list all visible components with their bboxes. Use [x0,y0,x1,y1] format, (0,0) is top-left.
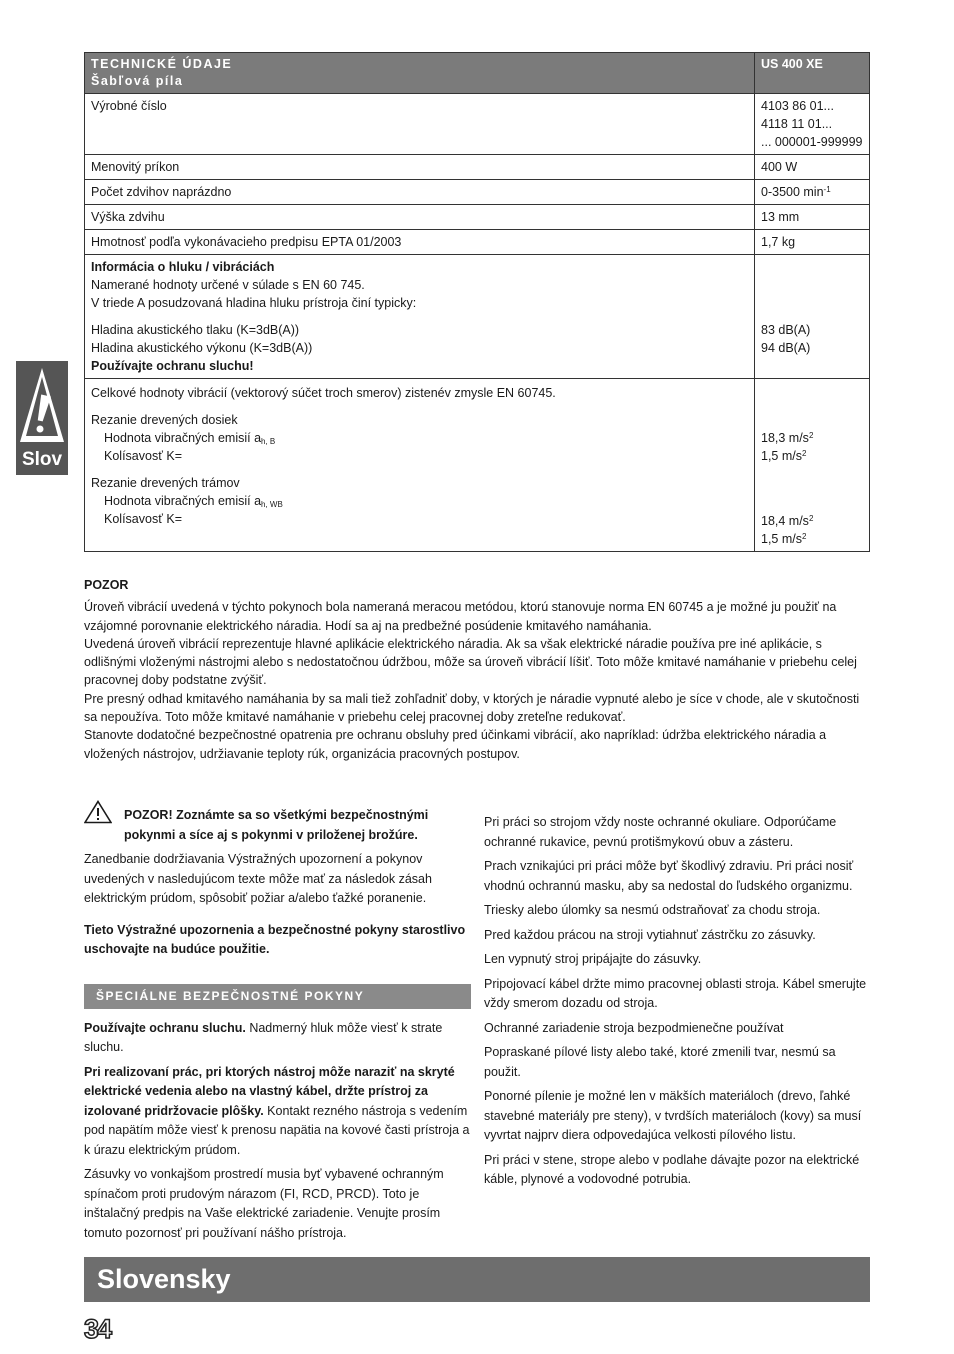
row-value-exponent: -1 [823,185,831,194]
beams-uncertainty-label: Kolísavosť K= [104,512,182,526]
noise-line: V triede A posudzovaná hladina hluku prístroja činí typicky: [91,296,417,310]
boards-uncertainty-value: 1,5 m/s [761,449,802,463]
table-header-row [85,53,870,94]
row-value: 0-3500 min [761,185,824,199]
safety-paragraph: Popraskané pílové listy alebo také, ktoré zmenili tvar, nesmú sa použit. [484,1045,836,1079]
pozor-heading: POZOR [84,578,129,592]
section-title-bar: ŠPECIÁLNE BEZPEČNOSTNÉ POKYNY [84,984,471,1009]
safety-paragraph: Pri práci so strojom vždy noste ochranné okuliare. Odporúčame ochranné rukavice, pevnú protišmykovú obuv a zásteru. [484,815,837,849]
table-subtitle: Šabľová píla [91,74,184,88]
row-label: Výrobné číslo [85,94,755,155]
row-value: 400 W [755,155,870,180]
noise-power-value: 94 dB(A) [761,341,811,355]
warning-heading: POZOR! Zoznámte sa so všetkými bezpečnostnými pokynmi a síce aj s pokynmi v priloženej brožúre. [124,808,429,842]
beams-title: Rezanie drevených trámov [91,476,240,490]
boards-emission-value: 18,3 m/s [761,431,809,445]
row-value: 13 mm [755,205,870,230]
table-row [85,180,870,205]
boards-emission-subscript: h, B [261,437,276,446]
unit-exponent: 2 [808,514,814,523]
noise-line: Namerané hodnoty určené v súlade s EN 60 745. [91,278,365,292]
safety-paragraph: Pripojovací kábel držte mimo pracovnej oblasti stroja. Kábel smerujte vždy smerom dozadu od stroja. [484,976,867,1010]
language-side-tab [16,361,68,475]
beams-uncertainty-value: 1,5 m/s [761,532,802,546]
beams-emission-value: 18,4 m/s [761,514,809,528]
boards-title: Rezanie drevených dosiek [91,413,238,427]
safety-paragraph: Ochranné zariadenie stroja bezpodmienečne používat [484,1020,784,1035]
pozor-paragraph: Pre presný odhad kmitavého namáhania by sa mali tiež zohľadniť doby, v ktorých je náradie vypnuté alebo je síce v chode, ale v skutočnosti sa nepoužíva. Toto môže kmitavé namáhanie v priebehu celej pracovnej doby zreteľne redukovať. [84,691,860,725]
vibration-row [85,379,870,552]
table-title: TECHNICKÉ ÚDAJE [91,57,233,71]
safety-text: Kontakt rezného nástroja s vedením pod napätím môže viesť k prenosu napätia na kovové časti prístroja a k úrazu elektrickým prúdom. [84,1103,470,1157]
table-row [85,94,870,155]
language-footer-bar: Slovensky [84,1257,870,1302]
safety-left-column [84,806,471,1248]
table-row [85,205,870,230]
boards-emission-label: Hodnota vibračných emisií a [104,431,262,445]
beams-emission-label: Hodnota vibračných emisií a [104,494,262,508]
vibration-intro: Celkové hodnoty vibrácií (vektorový súčet troch smerov) zistenév zmysle EN 60745. [91,386,556,400]
warning-triangle-icon [18,365,66,445]
safety-paragraph: Prach vznikajúci pri práci môže byť škodlivý zdraviu. Pri práci nosiť vhodnú ochrannú masku, aby sa nedostal do ľudského organizmu. [484,859,854,893]
boards-uncertainty-label: Kolísavosť K= [104,449,182,463]
safety-paragraph: Zásuvky vo vonkajšom prostredí musia byť vybavené ochranným spínačom proti prudovým nárazom (FI, RCD, PRCD). Toto je inštalačný predpis na Vaše elektrické zariadenie. Venujte prosím tomuto pozornosť pri používaní nášho prístroja. [84,1167,444,1240]
noise-title: Informácia o hluku / vibráciách [91,260,275,274]
unit-exponent: 2 [802,532,807,541]
vibration-note-section [84,576,874,763]
safety-paragraph: Pri práci v stene, strope alebo v podlahe dávajte pozor na elektrické káble, plynové a vodovodné potrubia. [484,1152,860,1186]
warning-icon [84,800,112,824]
row-label: Výška zdvihu [85,205,755,230]
table-model: US 400 XE [755,53,870,94]
page-number: 34 [84,1314,111,1344]
safety-lead: Používajte ochranu sluchu. [84,1020,246,1035]
row-value: 4103 86 01... [761,99,834,113]
noise-pressure-label: Hladina akustického tlaku (K=3dB(A)) [91,323,300,337]
row-label: Počet zdvihov naprázdno [85,180,755,205]
row-label: Menovitý príkon [85,155,755,180]
safety-paragraph: Len vypnutý stroj pripájajte do zásuvky. [484,952,702,966]
unit-exponent: 2 [802,449,807,458]
row-value: ... 000001-999999 [761,135,863,149]
safety-right-column [484,813,872,1195]
pozor-paragraph: Úroveň vibrácií uvedená v týchto pokynoch bola nameraná meracou metódou, ktorú stanovuje norma EN 60745 a je možné ju použiť na vzájomné porovnanie elektrického náradia. Hodí sa aj na predbežné posúdenie kmitavého namáhania. [84,600,837,633]
row-value: 1,7 kg [755,230,870,255]
safety-paragraph: Triesky alebo úlomky sa nesmú odstraňovať za chodu stroja. [484,903,821,917]
safety-lead: Pri realizovaní prác, pri ktorých nástroj môže naraziť na skryté elektrické vedenia alebo na vlastný kábel, držte prístroj za izolované pridržovacie plôšky. [84,1064,455,1118]
noise-row [85,255,870,379]
keep-instructions-note: Tieto Výstražné upozornenia a bezpečnostné pokyny starostlivo uschovajte na budúce použitie. [84,922,466,956]
unit-exponent: 2 [808,431,814,440]
table-row [85,230,870,255]
table-row [85,155,870,180]
hearing-protection-note: Používajte ochranu sluchu! [91,359,254,373]
safety-paragraph: Pred každou prácou na stroji vytiahnuť zástrčku zo zásuvky. [484,927,816,942]
side-tab-label: Slov [21,449,63,470]
warning-paragraph: Zanedbanie dodržiavania Výstražných upozornení a pokynov uvedených v nasledujúcom texte môže mať za následok zásah elektrickým prúdom, spôsobiť požiar a/alebo ťažké poranenie. [84,852,432,905]
technical-data-table [84,52,870,552]
safety-text: Nadmerný hluk môže viesť k strate sluchu. [84,1020,443,1054]
pozor-paragraph: Stanovte dodatočné bezpečnostné opatrenia pre ochranu obsluhy pred účinkami vibrácií, ako napríklad: údržba elektrického náradia a vložených nástrojov, udržiavanie teploty rúk, organizácia pracovných postupov. [84,728,827,761]
row-value: 4118 11 01... [761,117,833,131]
noise-power-label: Hladina akustického výkonu (K=3dB(A)) [91,341,313,355]
beams-emission-subscript: h, WB [261,500,283,509]
safety-paragraph: Ponorné pílenie je možné len v mäkších materiáloch (drevo, ľahké stavebné materiály pre steny), v tvrdších materiáloch (kovy) sa musí vyvrtat najprv diera odpovedajúca velkosti pílového listu. [484,1089,862,1142]
noise-pressure-value: 83 dB(A) [761,323,811,337]
row-label: Hmotnosť podľa vykonávacieho predpisu EPTA 01/2003 [85,230,755,255]
pozor-paragraph: Uvedená úroveň vibrácií reprezentuje hlavné aplikácie elektrického náradia. Ak sa však elektrické náradie používa pre iné aplikácie, s odlišnými vloženými nástrojmi alebo s nedostatočnou údržbou, môže sa úroveň vibrácií líšiť. Toto môže kmitavé namáhanie v priebehu celej pracovnej doby podstatne zvýšiť. [84,636,857,688]
